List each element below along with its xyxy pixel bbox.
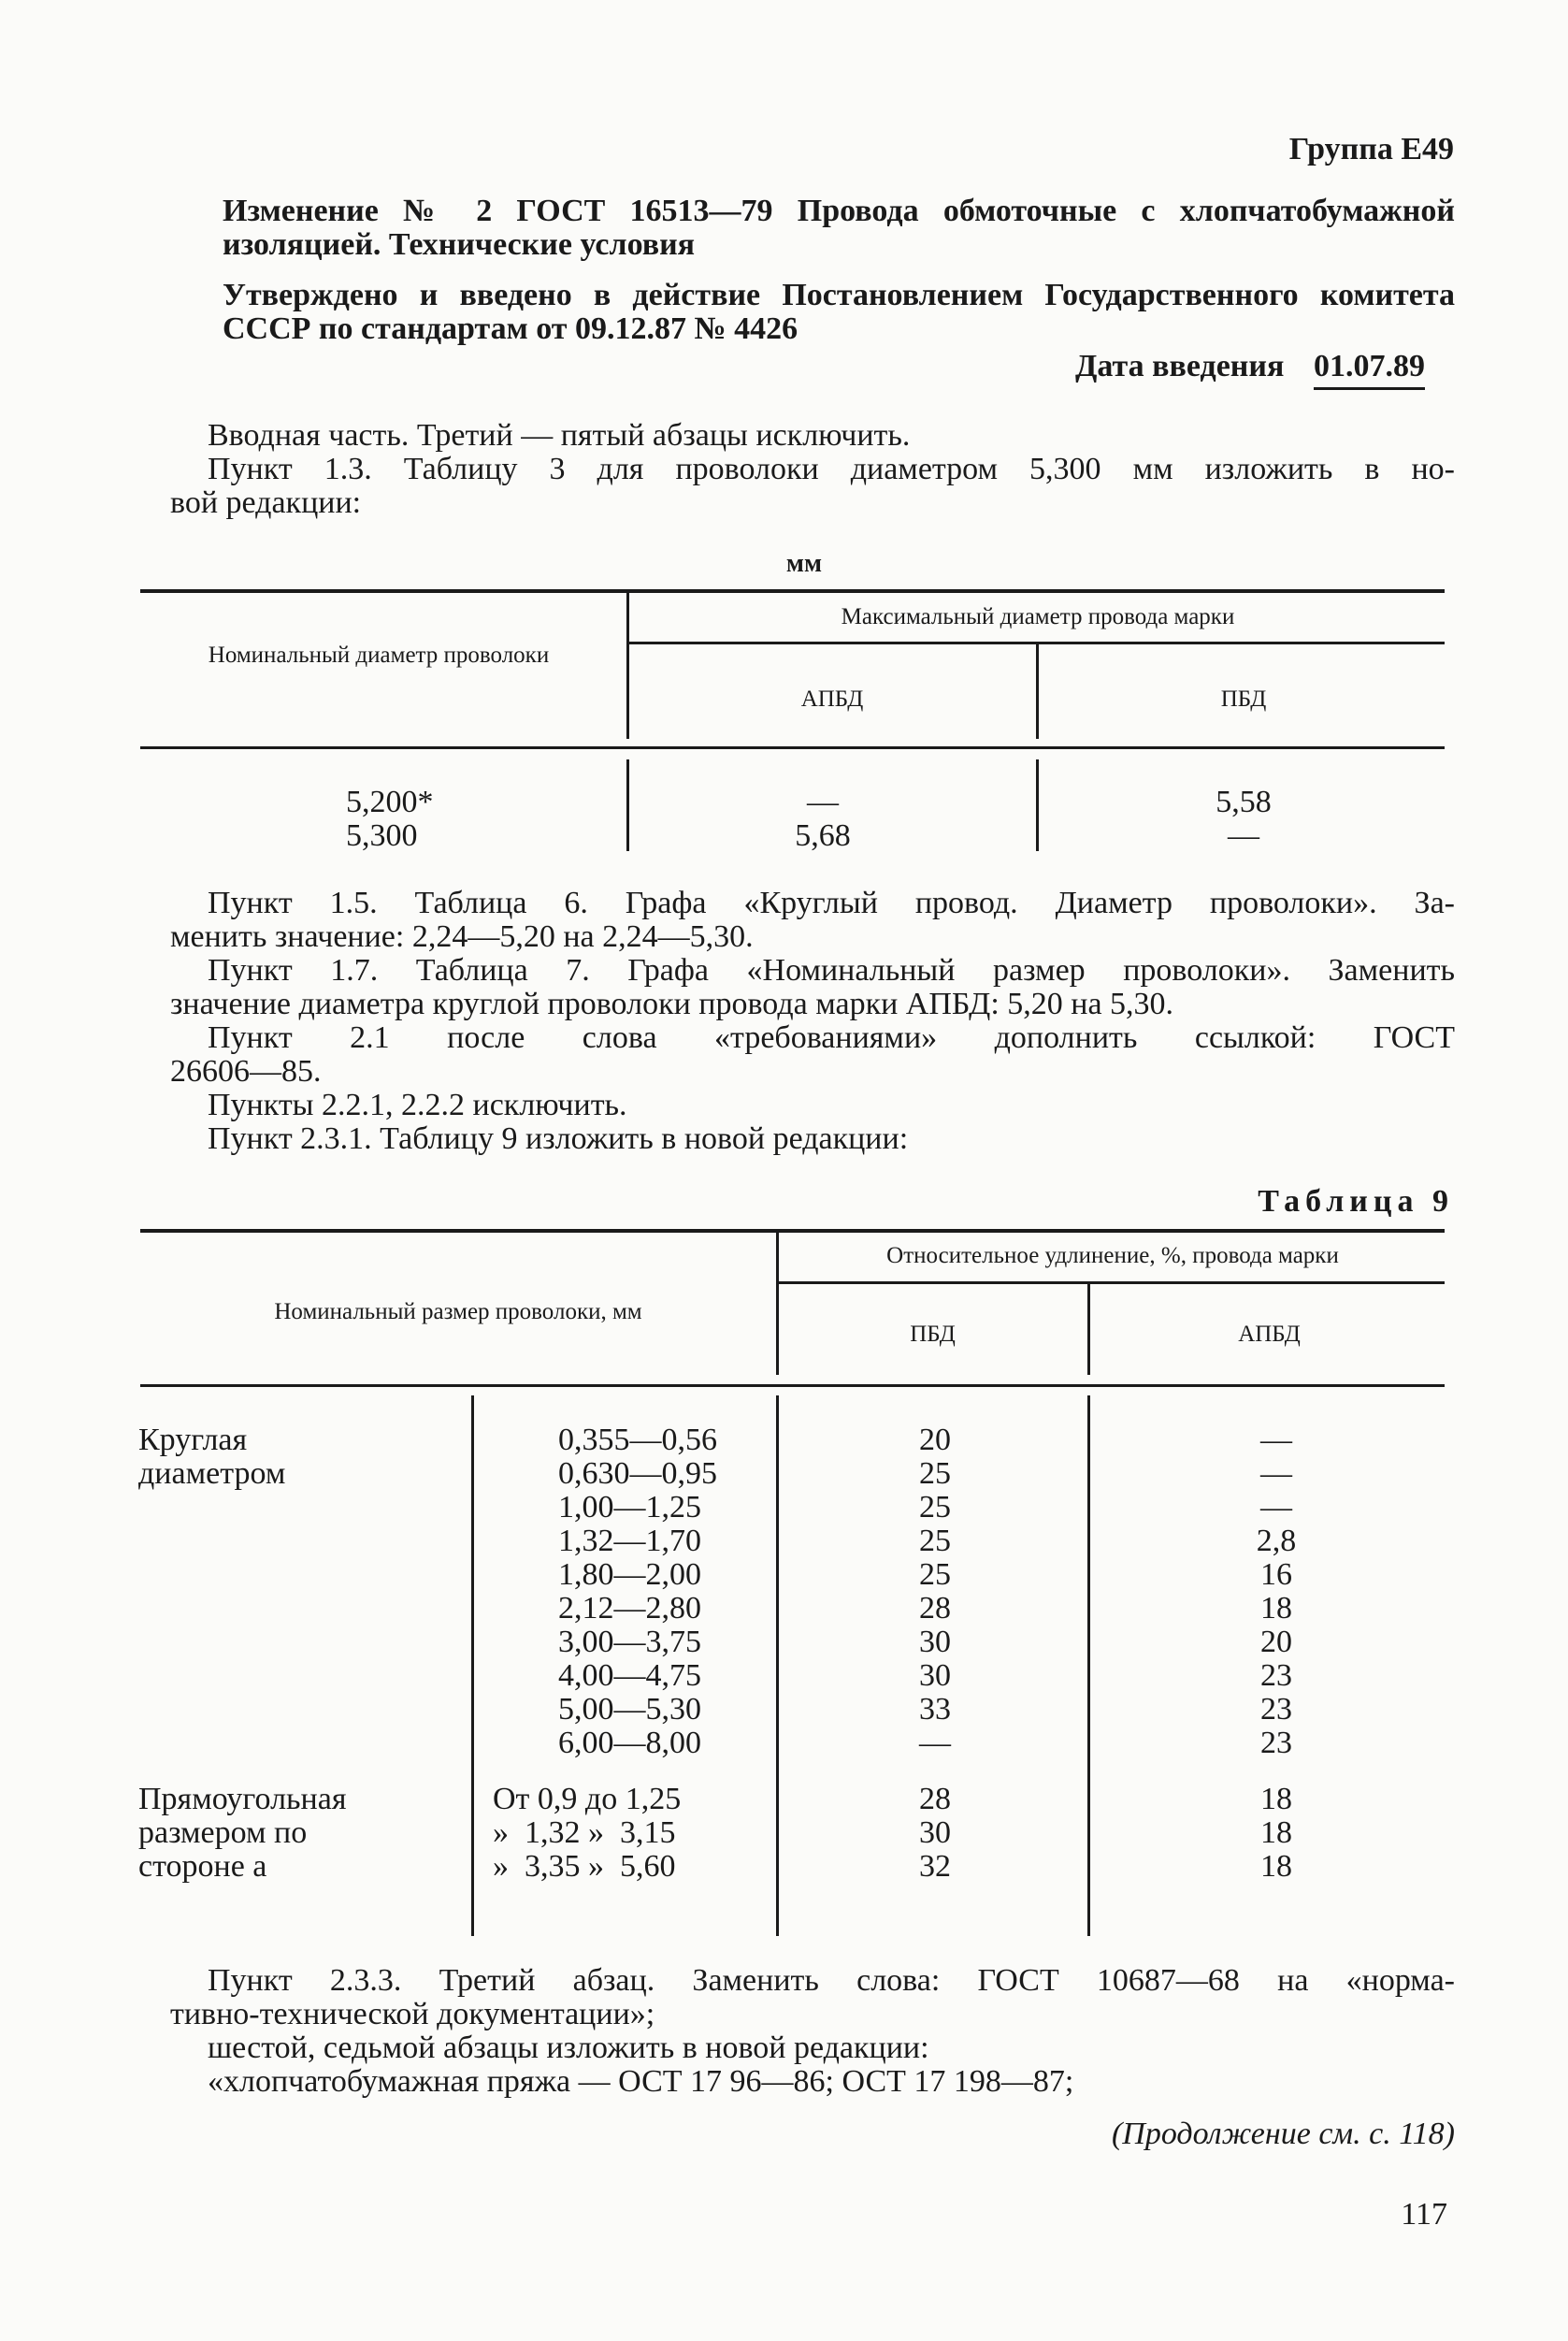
table3-vline-3 xyxy=(626,759,629,851)
approved-line2: СССР по стандартам от 09.12.87 № 4426 xyxy=(223,311,798,346)
table3-top-rule xyxy=(140,589,1445,593)
table3-vline-4 xyxy=(1036,759,1039,851)
table9-col1-header: Номинальный размер проволоки, мм xyxy=(274,1299,642,1324)
table9-round-apbd: — — — 2,8 16 18 20 23 23 23 xyxy=(1256,1423,1297,1760)
table9-vline-2 xyxy=(1087,1284,1090,1375)
table9-col3-header: АПБД xyxy=(1238,1322,1301,1347)
table9-round-sizes: 0,355—0,56 0,630—0,95 1,00—1,25 1,32—1,70 1,80—2,00 2,12—2,80 3,00—3,75 4,00—4,75 5,00—5,30 6,00—8,00 xyxy=(558,1423,717,1760)
p1-line1: Пункт 1.5. Таблица 6. Графа «Круглый провод. Диаметр проволоки». За- xyxy=(208,886,1455,920)
intro-line3: вой редакции: xyxy=(170,485,362,520)
bottom-line2: тивно-технической документации»; xyxy=(170,1997,655,2031)
table9-vline-1 xyxy=(776,1233,779,1375)
table9-vline-4 xyxy=(776,1395,779,1936)
table9-vline-5 xyxy=(1087,1395,1090,1936)
table3-col1-values: 5,200* 5,300 xyxy=(346,785,434,853)
table9-rect-apbd: 18 18 18 xyxy=(1260,1782,1292,1884)
table3-unit: мм xyxy=(785,549,823,578)
table9-rect-pbd: 28 30 32 xyxy=(919,1782,951,1884)
date-label: Дата введения xyxy=(1075,349,1285,383)
p4-line: Пункты 2.2.1, 2.2.2 исключить. xyxy=(208,1088,627,1122)
table9-group-header: Относительное удлинение, %, провода марки xyxy=(886,1243,1339,1268)
intro-line2: Пункт 1.3. Таблицу 3 для проволоки диаметром 5,300 мм изложить в но- xyxy=(208,452,1455,486)
table9-round-label: Круглая диаметром xyxy=(138,1423,286,1491)
table9-group-rule xyxy=(778,1281,1445,1284)
intro-line1: Вводная часть. Третий — пятый абзацы исключить. xyxy=(208,418,911,453)
table9-caption: Таблица 9 xyxy=(1258,1184,1454,1219)
table3-vline-1 xyxy=(626,593,629,739)
table9-rect-label: Прямоугольная размером по стороне a xyxy=(138,1782,347,1884)
p2-line1: Пункт 1.7. Таблица 7. Графа «Номинальный размер проволоки». Заменить xyxy=(208,953,1455,988)
table9-col2-header: ПБД xyxy=(910,1322,956,1347)
bottom-line4: «хлопчатобумажная пряжа — ОСТ 17 96—86; ОСТ 17 198—87; xyxy=(208,2064,1074,2099)
date-value: 01.07.89 xyxy=(1314,348,1425,390)
table9-header-rule xyxy=(140,1384,1445,1387)
table3-col3-header: ПБД xyxy=(1220,686,1267,712)
table3-header-rule xyxy=(140,746,1445,749)
group-code: Группа Е49 xyxy=(1288,132,1454,166)
table9-round-pbd: 20 25 25 25 25 28 30 30 33 — xyxy=(919,1423,951,1760)
approved-line1: Утверждено и введено в действие Постановлением Государственного комитета xyxy=(223,278,1455,312)
change-title-line1: Изменение № 2 ГОСТ 16513—79 Провода обмоточные с хлопчатобумажной xyxy=(223,194,1455,228)
table3-col1-header: Номинальный диаметр проволоки xyxy=(208,643,550,668)
bottom-line1: Пункт 2.3.3. Третий абзац. Заменить слова: ГОСТ 10687—68 на «норма- xyxy=(208,1963,1455,1998)
table9-rect-sizes: От 0,9 до 1,25 » 1,32 » 3,15 » 3,35 » 5,60 xyxy=(493,1782,682,1884)
table3-col3-values: 5,58 — xyxy=(1216,785,1272,853)
bottom-line3: шестой, седьмой абзацы изложить в новой редакции: xyxy=(208,2030,929,2065)
p1-line2: менить значение: 2,24—5,20 на 2,24—5,30. xyxy=(170,919,754,954)
p5-line: Пункт 2.3.1. Таблицу 9 изложить в новой редакции: xyxy=(208,1121,909,1156)
change-title-line2: изоляцией. Технические условия xyxy=(223,227,696,262)
table3-vline-2 xyxy=(1036,644,1039,739)
table9-vline-3 xyxy=(471,1395,474,1936)
table3-group-header: Максимальный диаметр провода марки xyxy=(841,604,1235,629)
p3-line1: Пункт 2.1 после слова «требованиями» дополнить ссылкой: ГОСТ xyxy=(208,1020,1455,1055)
table3-col2-header: АПБД xyxy=(800,686,864,712)
p3-line2: 26606—85. xyxy=(170,1054,322,1089)
p2-line2: значение диаметра круглой проволоки провода марки АПБД: 5,20 на 5,30. xyxy=(170,987,1174,1021)
continued-note: (Продолжение см. с. 118) xyxy=(1111,2117,1455,2151)
page-number: 117 xyxy=(1401,2197,1447,2232)
table3-col2-values: — 5,68 xyxy=(795,785,851,853)
table9-top-rule xyxy=(140,1229,1445,1233)
